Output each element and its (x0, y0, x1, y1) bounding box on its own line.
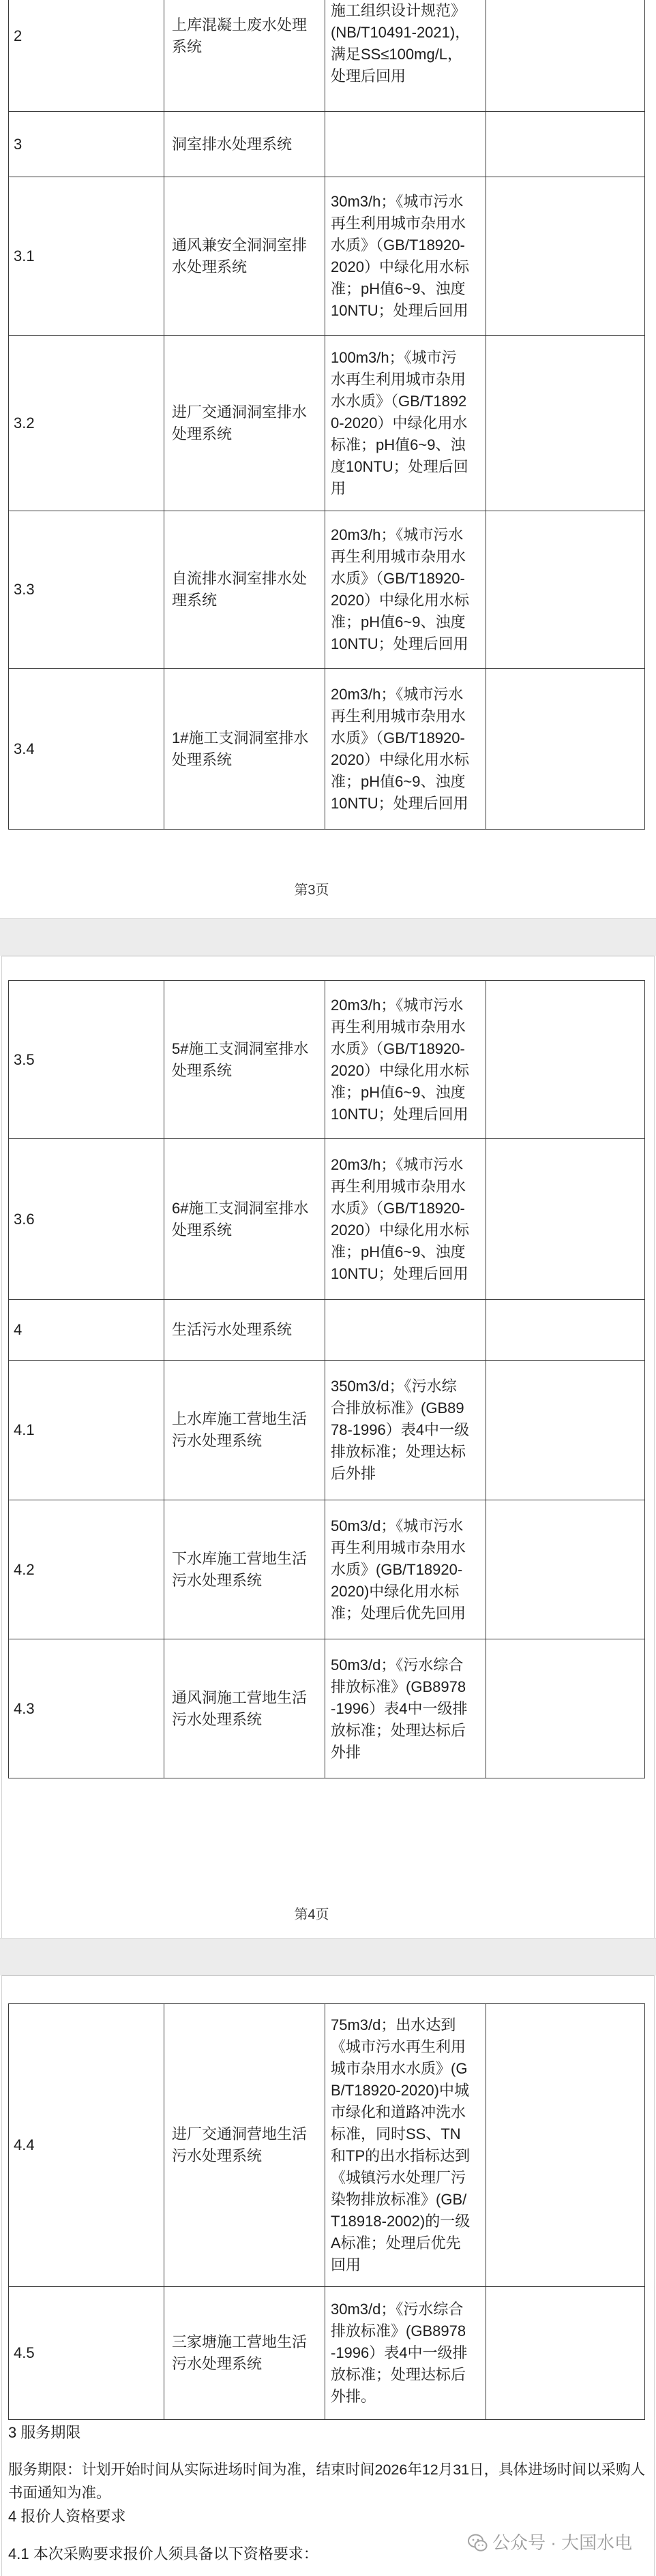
watermark (467, 2531, 632, 2554)
remark-cell (486, 0, 645, 111)
table-row (8, 2287, 645, 2420)
item-number: 4.4 (14, 2136, 35, 2153)
system-name-cell (164, 2287, 325, 2419)
system-name: 上库混凝土废水处理系统 (172, 16, 308, 55)
table-row (8, 1300, 645, 1361)
treatment-standard-cell (325, 1500, 486, 1639)
item-number: 4.1 (14, 1421, 35, 1438)
item-number: 3.4 (14, 740, 35, 757)
system-name-cell (164, 511, 325, 668)
remark-cell (486, 2004, 645, 2286)
system-name: 6#施工支洞洞室排水处理系统 (172, 1199, 309, 1239)
item-number: 3.2 (14, 414, 35, 431)
remark-cell (486, 1139, 645, 1299)
system-name: 进厂交通洞洞室排水处理系统 (172, 404, 308, 442)
table-row (8, 1139, 645, 1300)
treatment-standard: 施工组织设计规范》(NB/T10491-2021)，满足SS≤100mg/L，处理后回用 (331, 2, 471, 85)
system-name-cell (164, 1639, 325, 1778)
remark-cell (486, 669, 645, 829)
table-row (8, 511, 645, 669)
treatment-standard: 20m3/h；《城市污水再生利用城市杂用水水质》（GB/T18920-2020）中绿化用水标准；pH值6~9、浊度10NTU；处理后回用 (331, 1155, 469, 1282)
system-name-cell (164, 1139, 325, 1299)
watermark-text: 公众号 · 大国水电 (492, 2532, 633, 2553)
item-number-cell (9, 1300, 164, 1360)
system-name: 进厂交通洞营地生活污水处理系统 (172, 2125, 308, 2164)
treatment-standard-cell (325, 669, 486, 829)
item-number-cell (9, 2287, 164, 2419)
treatment-standard-cell (325, 981, 486, 1138)
system-name: 通风洞施工营地生活污水处理系统 (172, 1688, 308, 1728)
treatment-standard-cell (325, 1639, 486, 1778)
treatment-standard-cell (325, 1300, 486, 1360)
remark-cell (486, 1500, 645, 1639)
treatment-standard-cell (325, 1139, 486, 1299)
system-name: 通风兼安全洞洞室排水处理系统 (172, 237, 308, 275)
page-gap (0, 918, 656, 956)
table-row (8, 2003, 645, 2287)
remark-cell (486, 981, 645, 1138)
item-number: 3.5 (14, 1050, 35, 1068)
page-number: 第3页 (294, 883, 329, 898)
treatment-standard-cell (325, 112, 486, 177)
system-name-cell (164, 0, 325, 111)
system-name-cell (164, 112, 325, 177)
system-name: 5#施工支洞洞室排水处理系统 (172, 1040, 309, 1079)
treatment-standard-cell (325, 177, 486, 335)
system-name-cell (164, 1361, 325, 1500)
system-name: 生活污水处理系统 (172, 1321, 293, 1338)
item-number-cell (9, 669, 164, 829)
treatment-standard-cell (325, 336, 486, 511)
requirements-table (8, 0, 645, 830)
treatment-standard: 20m3/h；《城市污水再生利用城市杂用水水质》（GB/T18920-2020）中绿化用水标准；pH值6~9、浊度10NTU；处理后回用 (331, 526, 469, 652)
remark-cell (486, 1361, 645, 1500)
page-number: 第4页 (294, 1907, 329, 1922)
item-number-cell (9, 1639, 164, 1778)
system-name-cell (164, 177, 325, 335)
table-row (8, 1639, 645, 1778)
remark-cell (486, 112, 645, 177)
system-name: 自流排水洞室排水处理系统 (172, 570, 308, 609)
treatment-standard-cell (325, 2287, 486, 2419)
table-row (8, 0, 645, 112)
remark-cell (486, 2287, 645, 2419)
system-name-cell (164, 2004, 325, 2286)
system-name: 下水库施工营地生活污水处理系统 (172, 1549, 308, 1589)
item-number: 2 (14, 27, 23, 44)
system-name-cell (164, 981, 325, 1138)
table-row (8, 112, 645, 177)
item-number-cell (9, 177, 164, 335)
system-name: 洞室排水处理系统 (172, 135, 293, 153)
treatment-standard: 100m3/h；《城市污水再生利用城市杂用水水质》（GB/T18920-2020）中绿化用水标准；pH值6~9、浊度10NTU；处理后回用 (331, 349, 468, 497)
table-row (8, 336, 645, 511)
item-number: 3.6 (14, 1210, 35, 1228)
treatment-standard-cell (325, 0, 486, 111)
page-gap (0, 1938, 656, 1975)
wechat-icon (467, 2532, 488, 2554)
remark-cell (486, 511, 645, 668)
service-period-text: 服务期限：计划开始时间从实际进场时间为准，结束时间2026年12月31日，具体进场时间以采购人书面通知为准。 (8, 2461, 646, 2501)
item-number-cell (9, 336, 164, 511)
item-number-cell (9, 1361, 164, 1500)
item-number: 3 (14, 135, 23, 153)
item-number: 4.5 (14, 2344, 35, 2361)
item-number-cell (9, 981, 164, 1138)
treatment-standard-cell (325, 1361, 486, 1500)
treatment-standard: 20m3/h；《城市污水再生利用城市杂用水水质》（GB/T18920-2020）中绿化用水标准；pH值6~9、浊度10NTU；处理后回用 (331, 685, 469, 812)
treatment-standard: 30m3/h；《城市污水再生利用城市杂用水水质》（GB/T18920-2020）中绿化用水标准；pH值6~9、浊度10NTU；处理后回用 (331, 193, 469, 319)
table-row (8, 980, 645, 1139)
remark-cell (486, 1639, 645, 1778)
table-row (8, 177, 645, 336)
treatment-standard-cell (325, 511, 486, 668)
item-number: 3.3 (14, 581, 35, 598)
treatment-standard: 50m3/d；《城市污水再生利用城市杂用水水质》(GB/T18920-2020)中绿化用水标准；处理后优先回用 (331, 1517, 466, 1622)
remark-cell (486, 177, 645, 335)
table-row (8, 1361, 645, 1500)
item-number-cell (9, 112, 164, 177)
system-name: 上水库施工营地生活污水处理系统 (172, 1410, 308, 1449)
section-heading: 4 报价人资格要求 (8, 2508, 126, 2525)
treatment-standard: 30m3/d；《污水综合排放标准》(GB8978-1996）表4中一级排放标准；处理达标后外排。 (331, 2301, 468, 2405)
system-name: 三家塘施工营地生活污水处理系统 (172, 2333, 308, 2372)
item-number-cell (9, 2004, 164, 2286)
requirements-table (8, 980, 645, 1778)
item-number: 4.2 (14, 1560, 35, 1578)
system-name-cell (164, 336, 325, 511)
item-number-cell (9, 1139, 164, 1299)
system-name-cell (164, 1300, 325, 1360)
system-name-cell (164, 1500, 325, 1639)
item-number-cell (9, 0, 164, 111)
item-number: 3.1 (14, 247, 35, 264)
treatment-standard: 75m3/d；出水达到《城市污水再生利用 城市杂用水水质》(GB/T18920-2020)中城市绿化和道路冲洗水标准，同时SS、TN和TP的出水指标达到《城镇污水处理厂污染物排放标准》(GB/T18918-2002)的一级A标准；处理后优先回用 (331, 2016, 471, 2273)
requirements-table (8, 2003, 645, 2420)
table-row (8, 1500, 645, 1639)
remark-cell (486, 1300, 645, 1360)
treatment-standard: 20m3/h；《城市污水再生利用城市杂用水水质》（GB/T18920-2020）中绿化用水标准；pH值6~9、浊度10NTU；处理后回用 (331, 996, 469, 1123)
item-number-cell (9, 511, 164, 668)
item-number: 4.3 (14, 1699, 35, 1717)
item-number-cell (9, 1500, 164, 1639)
treatment-standard-cell (325, 2004, 486, 2286)
item-number: 4 (14, 1321, 23, 1338)
treatment-standard: 50m3/d；《污水综合排放标准》(GB8978-1996）表4中一级排放标准；处理达标后外排 (331, 1656, 468, 1761)
remark-cell (486, 336, 645, 511)
qualification-text: 4.1 本次采购要求报价人须具备以下资格要求： (8, 2545, 318, 2562)
section-heading: 3 服务期限 (8, 2424, 81, 2441)
system-name-cell (164, 669, 325, 829)
system-name: 1#施工支洞洞室排水处理系统 (172, 729, 309, 768)
treatment-standard: 350m3/d；《污水综合排放标准》(GB8978-1996）表4中一级排放标准；处理达标后外排 (331, 1378, 469, 1482)
table-row (8, 669, 645, 830)
